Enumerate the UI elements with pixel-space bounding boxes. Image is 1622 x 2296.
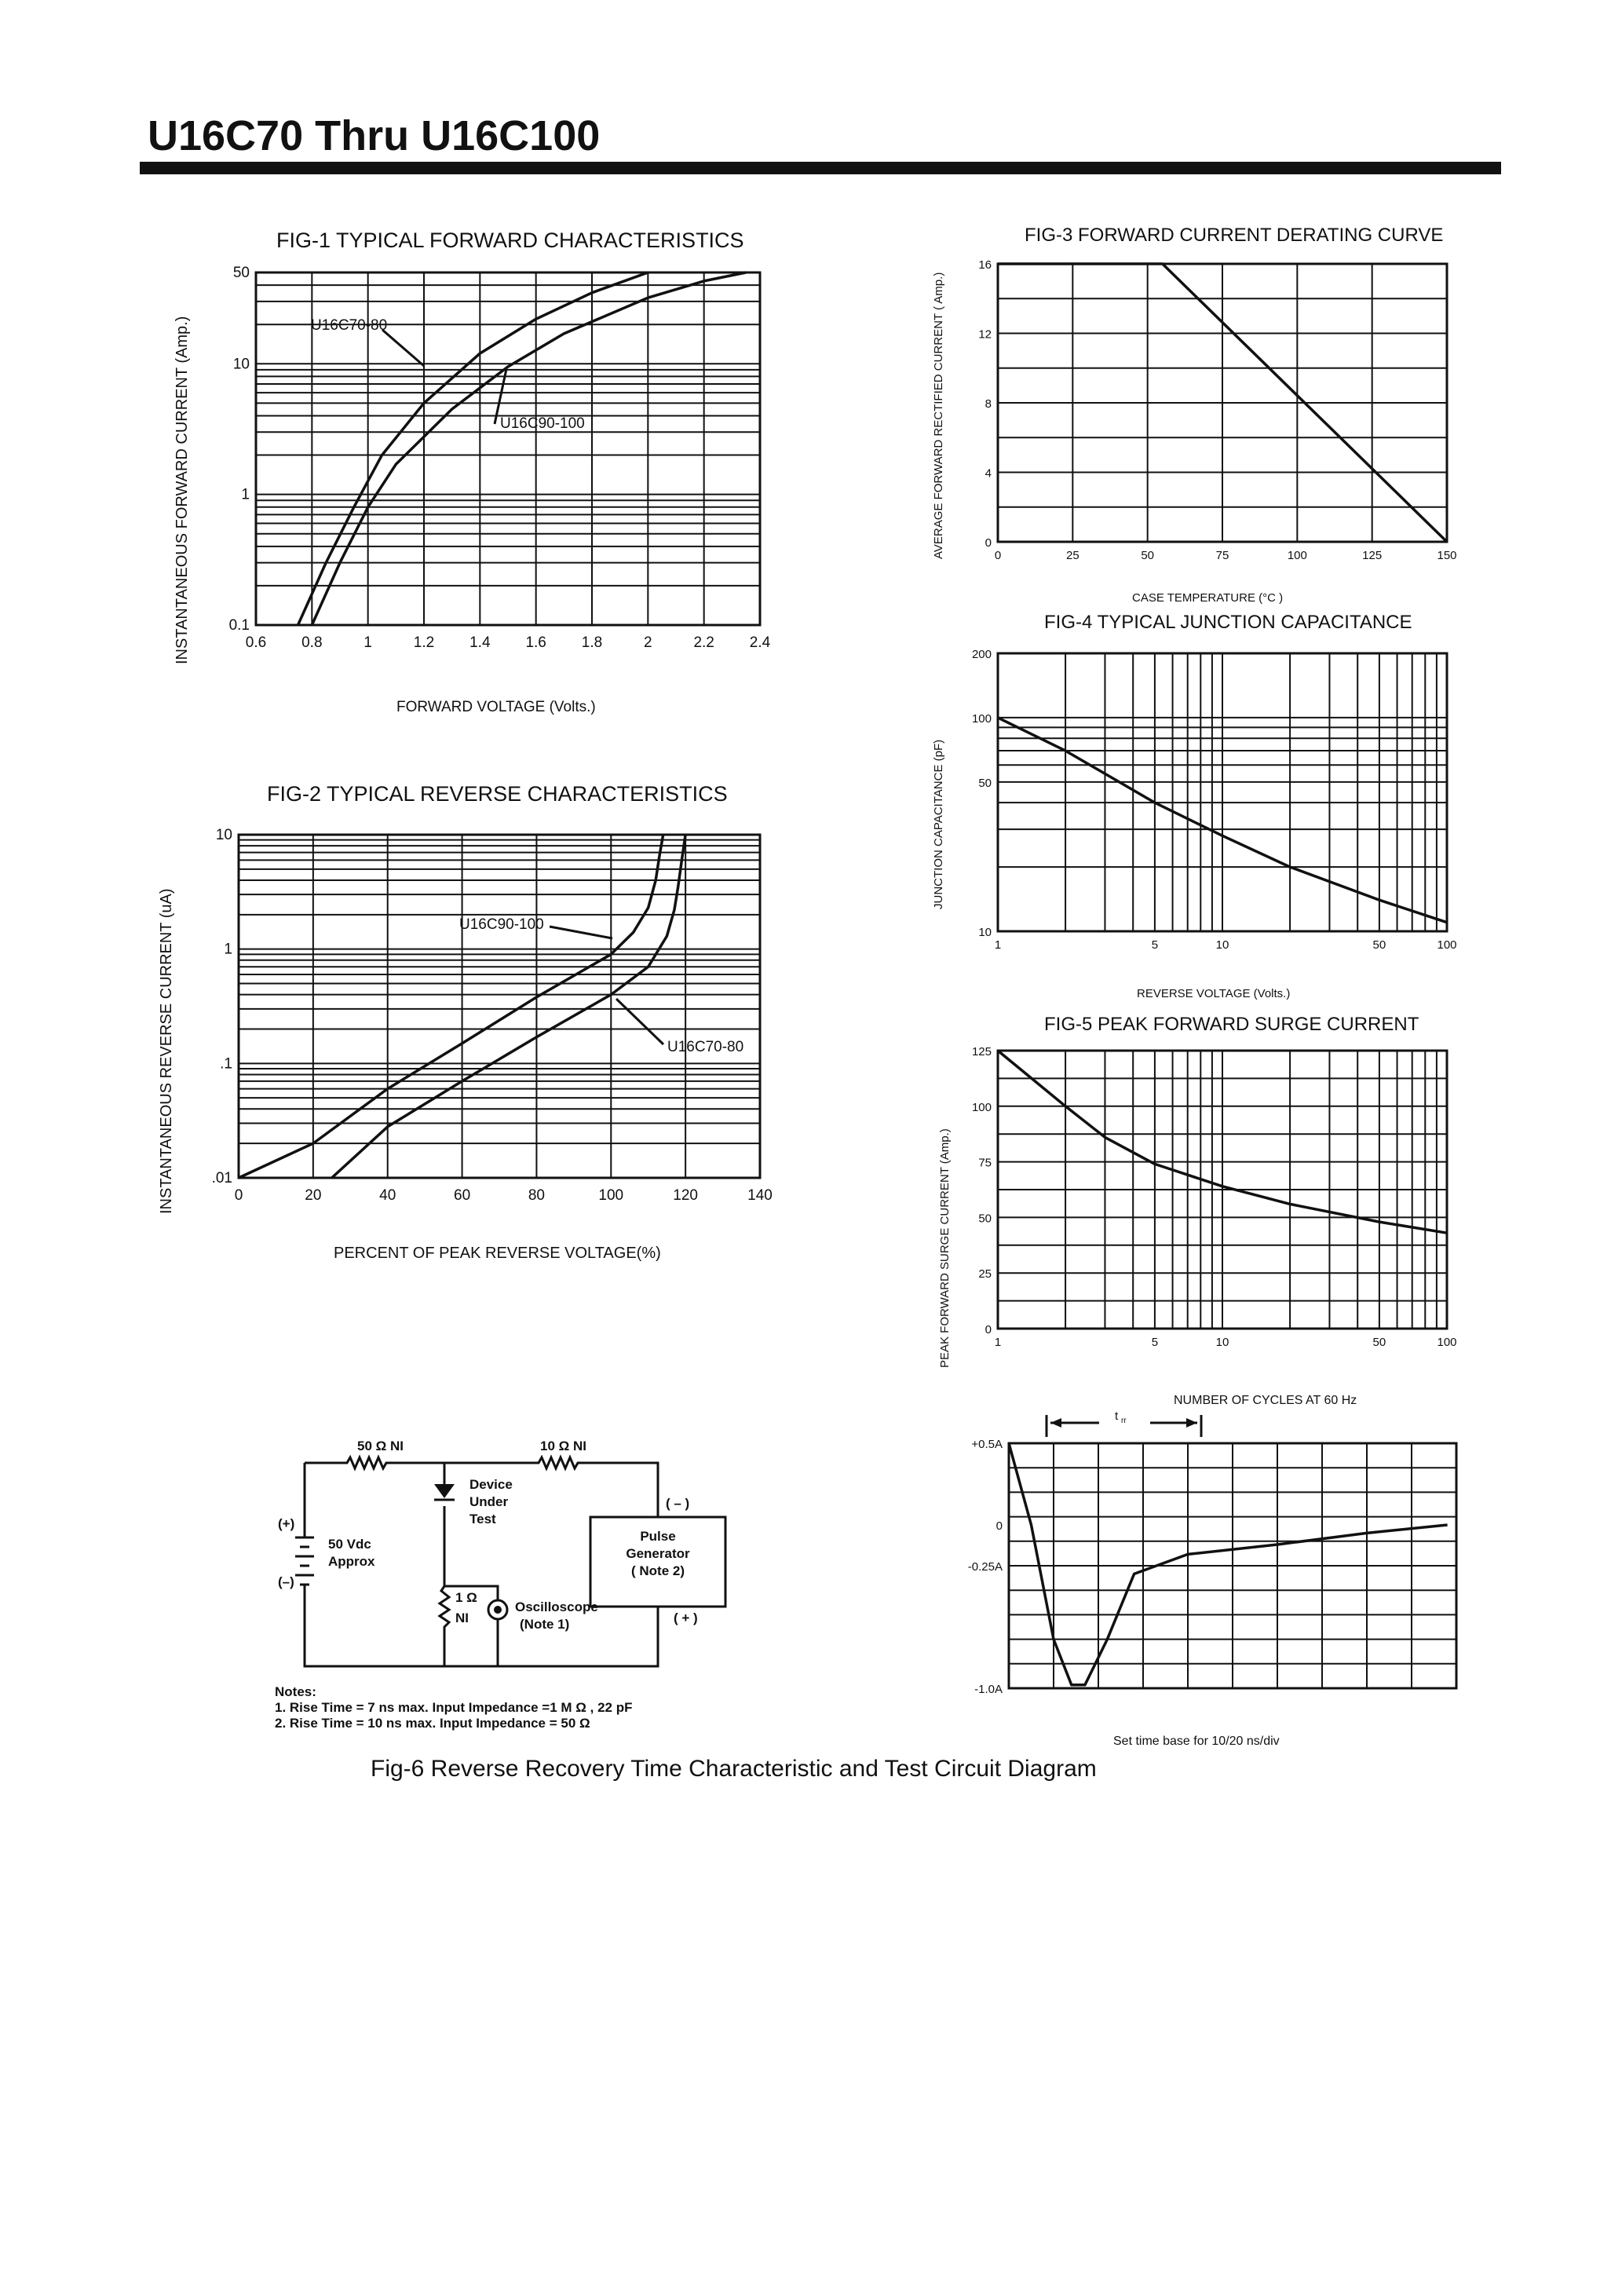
fig3-xtick: 150 [1437,549,1457,562]
fig6-trr-label: t [1115,1409,1119,1423]
fig6-trr-marker [1047,1409,1201,1437]
fig4-ytick: 100 [971,711,992,726]
fig2-title: FIG-2 TYPICAL REVERSE CHARACTERISTICS [267,782,728,806]
fig2-xtick: 20 [305,1187,322,1204]
fig1-xtick: 1.8 [581,634,603,651]
fig3-xtick: 75 [1215,549,1229,562]
fig3-xtick: 50 [1141,549,1155,562]
fig4-xtick: 10 [1215,938,1229,952]
fig3-xtick: 125 [1362,549,1383,562]
fig2-callout-u16c90 [550,927,612,938]
fig1-chart [174,229,771,715]
fig2-ylabel: INSTANTANEOUS REVERSE CURRENT (uA) [158,888,175,1214]
fig2-ytick: 10 [215,827,232,843]
fig6-ticks [968,1438,1003,1696]
fig2-ytick: .01 [211,1170,232,1186]
fig1-xtick: 2 [644,634,652,651]
fig6-grid [1009,1443,1456,1688]
r3-label: 1 Ω [455,1590,477,1605]
fig4-ytick: 200 [971,648,992,661]
fig2-xlabel: PERCENT OF PEAK REVERSE VOLTAGE(%) [334,1245,661,1262]
pulse-line-3: ( Note 2) [631,1563,685,1578]
fig2-ytick: .1 [220,1055,232,1073]
oscilloscope-icon-dot [494,1606,502,1614]
supply-plus: (+) [278,1516,295,1531]
fig4-xtick: 50 [1372,938,1386,952]
scope-line-1: Oscilloscope [515,1600,598,1614]
fig2-label-u16c70-80: U16C70-80 [667,1039,744,1055]
scope-line-2: (Note 1) [520,1617,570,1632]
notes-title: Notes: [275,1684,316,1699]
dut-line-1: Device [469,1477,513,1492]
fig4-xtick: 5 [1151,938,1159,952]
fig5-ytick: 50 [978,1212,992,1226]
fig2-ticks [212,827,773,1204]
fig5-ytick: 0 [985,1323,992,1336]
fig3-chart [932,225,1457,605]
fig2-xtick: 40 [379,1187,396,1204]
fig3-xlabel: CASE TEMPERATURE (°C ) [1132,591,1284,605]
fig5-xtick: 100 [1437,1336,1457,1349]
fig4-xtick: 100 [1437,938,1457,952]
fig2-xtick: 60 [454,1187,471,1204]
fig1-ytick: 0.1 [228,617,250,634]
fig6-ytick: -1.0A [974,1683,1003,1696]
fig1-xtick: 1.2 [413,634,435,651]
fig2-ytick: 1 [224,941,232,958]
fig1-xtick: 2.2 [693,634,714,651]
fig4-grid [998,653,1447,931]
fig2-grid [239,835,760,1178]
fig5-xtick: 5 [1151,1336,1159,1349]
note-2: 2. Rise Time = 10 ns max. Input Impedance = 50 Ω [275,1716,590,1731]
fig2-xtick: 0 [234,1187,243,1204]
fig4-chart [932,612,1457,1000]
fig5-xlabel: NUMBER OF CYCLES AT 60 Hz [1174,1394,1357,1407]
fig3-grid [998,264,1447,542]
fig6-ytick: +0.5A [971,1438,1003,1451]
fig2-series-u16c90-100 [239,835,663,1178]
fig1-ylabel: INSTANTANEOUS FORWARD CURRENT (Amp.) [174,316,191,664]
fig1-label-u16c70-80: U16C70-80 [311,317,388,334]
fig4-ticks [972,648,1457,952]
note-1: 1. Rise Time = 7 ns max. Input Impedance =1 M Ω , 22 pF [275,1700,633,1715]
fig5-ylabel: PEAK FORWARD SURGE CURRENT (Amp.) [938,1128,952,1368]
fig3-ytick: 16 [978,258,992,272]
fig6-caption: Fig-6 Reverse Recovery Time Characteristic and Test Circuit Diagram [371,1756,1097,1782]
fig3-xtick: 0 [994,549,1002,562]
fig2-xtick: 120 [673,1187,698,1204]
fig1-xtick: 1 [363,634,372,651]
fig1-xtick: 0.6 [245,634,267,651]
fig2-xtick: 100 [598,1187,624,1204]
fig5-grid [998,1051,1447,1329]
pulse-line-1: Pulse [640,1529,676,1544]
fig1-label-u16c90-100: U16C90-100 [500,415,585,432]
fig2-frame [239,835,760,1178]
fig1-xlabel: FORWARD VOLTAGE (Volts.) [396,699,596,715]
fig1-ytick: 50 [232,265,250,281]
fig1-xtick: 2.4 [749,634,771,651]
fig1-xtick: 0.8 [301,634,323,651]
fig5-title: FIG-5 PEAK FORWARD SURGE CURRENT [1044,1014,1419,1035]
pg-plus: ( + ) [674,1610,698,1625]
fig4-xtick: 1 [994,938,1002,952]
test-circuit [275,1439,725,1731]
fig3-title: FIG-3 FORWARD CURRENT DERATING CURVE [1025,225,1444,246]
fig3-ytick: 8 [985,397,992,411]
fig3-xtick: 100 [1287,549,1307,562]
battery-symbol [295,1530,314,1598]
fig5-chart [938,1014,1457,1407]
fig5-ytick: 100 [971,1100,992,1114]
fig6-waveform [968,1409,1456,1748]
fig3-ytick: 4 [985,466,992,481]
fig5-xtick: 10 [1215,1336,1229,1349]
fig2-xtick: 80 [528,1187,545,1204]
fig1-callout-u16c70 [382,330,424,366]
fig1-ytick: 1 [241,486,250,503]
r2-label: 10 Ω NI [540,1439,586,1453]
r3-label-b: NI [455,1610,469,1625]
fig3-ytick: 12 [978,327,992,342]
fig2-callout-u16c70 [616,999,663,1044]
fig1-ytick: 10 [232,356,250,373]
dut-line-3: Test [469,1512,496,1526]
fig2-label-u16c90-100: U16C90-100 [459,916,544,933]
fig3-xtick: 25 [1065,549,1080,562]
pulse-line-2: Generator [626,1546,690,1561]
fig6-trr-sub: rr [1121,1417,1127,1425]
fig6-series-recovery [1009,1443,1448,1685]
fig6-ytick: 0 [995,1519,1003,1533]
fig1-xtick: 1.6 [525,634,546,651]
fig5-ytick: 75 [978,1156,992,1170]
fig5-ytick: 25 [978,1267,992,1281]
supply-line-1: 50 Vdc [328,1537,371,1552]
r1-label: 50 Ω NI [357,1439,404,1453]
dut-line-2: Under [469,1494,509,1509]
fig6-ytick: -0.25A [967,1560,1003,1574]
supply-minus: (–) [278,1574,294,1589]
fig4-ylabel: JUNCTION CAPACITANCE (pF) [932,739,945,909]
diode-icon [434,1484,455,1498]
supply-line-2: Approx [328,1554,375,1569]
fig1-xtick: 1.4 [469,634,491,651]
fig4-xlabel: REVERSE VOLTAGE (Volts.) [1137,987,1291,1000]
fig3-ytick: 0 [985,536,992,550]
fig1-title: FIG-1 TYPICAL FORWARD CHARACTERISTICS [276,229,744,252]
fig3-ylabel: AVERAGE FORWARD RECTIFIED CURRENT ( Amp.) [932,272,945,559]
page-title: U16C70 Thru U16C100 [148,112,601,159]
fig4-title: FIG-4 TYPICAL JUNCTION CAPACITANCE [1044,612,1412,633]
fig4-ytick: 50 [978,776,992,790]
fig2-chart [158,782,773,1262]
fig4-ytick: 10 [978,926,992,939]
fig5-xtick: 1 [994,1336,1002,1349]
fig3-ticks [978,258,1456,562]
fig6-series [1009,1443,1448,1685]
fig6-timebase-note: Set time base for 10/20 ns/div [1113,1735,1280,1748]
fig2-series-u16c70-80 [332,835,685,1178]
fig5-xtick: 50 [1372,1336,1386,1349]
fig2-xtick: 140 [747,1187,773,1204]
pg-minus: ( – ) [666,1496,690,1511]
fig5-ytick: 125 [971,1045,992,1058]
